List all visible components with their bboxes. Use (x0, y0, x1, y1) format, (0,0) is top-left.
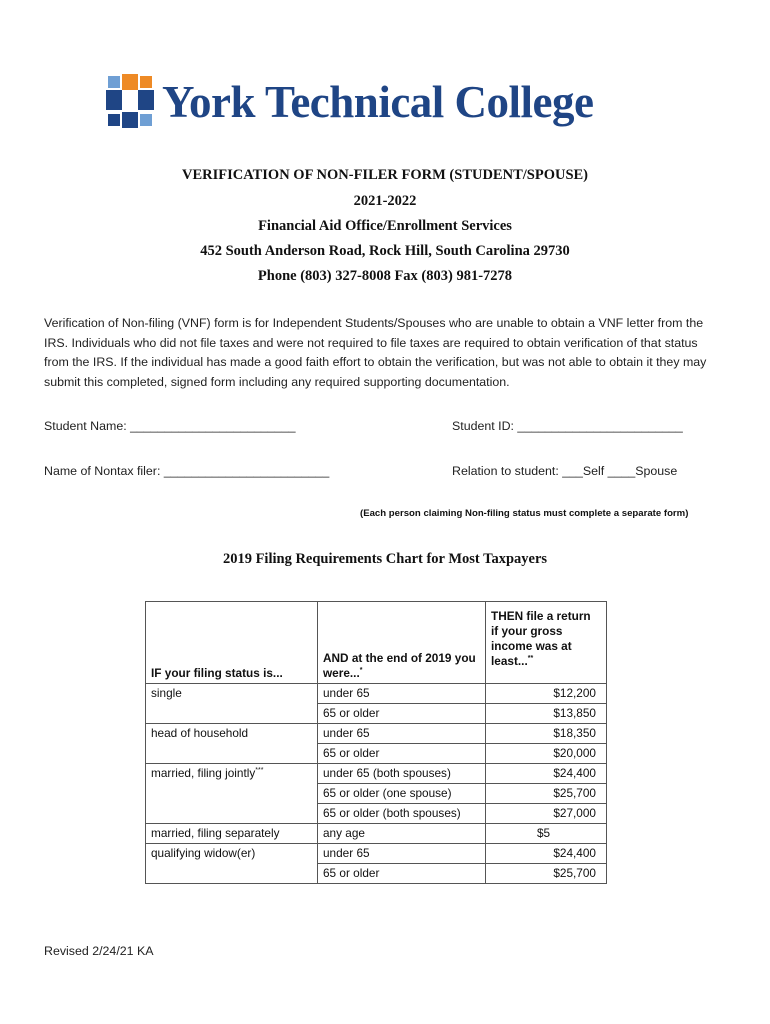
intro-paragraph: Verification of Non-filing (VNF) form is for Independent Students/Spouses who are unable to obtain a VNF letter from the IRS. Individuals who did not file taxes and were not required to file taxes are required to obtain verification of that status from the IRS. If the individual has made a good faith effort to obtain the verification, but was not able to obtain it they may submit this completed, signed form including any required supporting documentation. (44, 316, 707, 389)
header-filing-status (146, 602, 318, 684)
office-address: 452 South Anderson Road, Rock Hill, South Carolina 29730 (200, 243, 570, 259)
header-age-line1: AND at the end of 2019 you (323, 651, 476, 665)
table-row (146, 684, 607, 704)
status-cell (146, 804, 318, 824)
status-cell: head of household (146, 724, 318, 744)
status-cell (146, 764, 318, 784)
header-filing-status-text: IF your filing status is... (151, 666, 283, 680)
status-cell: married, filing separately (146, 824, 318, 844)
table-row (146, 724, 607, 744)
income-cell: $25,700 (486, 784, 607, 804)
york-logo-icon (104, 72, 156, 132)
age-cell: 65 or older (one spouse) (318, 784, 486, 804)
header-income-line2: if your gross (491, 624, 563, 638)
header-income-line3: income was at (491, 639, 572, 653)
table-row (146, 744, 607, 764)
separate-form-note: (Each person claiming Non-filing status must complete a separate form) (360, 508, 689, 519)
status-cell (146, 744, 318, 764)
logo-wordmark: York Technical College (162, 77, 594, 127)
status-cell (146, 704, 318, 724)
income-cell: $24,400 (486, 764, 607, 784)
age-cell: under 65 (318, 844, 486, 864)
income-cell: $20,000 (486, 744, 607, 764)
chart-title: 2019 Filing Requirements Chart for Most Taxpayers (222, 551, 548, 567)
income-cell: $12,200 (486, 684, 607, 704)
income-cell: $5 (486, 824, 607, 844)
header-age-sup: * (359, 667, 363, 675)
table-header-row (146, 602, 607, 684)
table-row (146, 764, 607, 784)
form-year: 2021-2022 (353, 193, 417, 209)
status-cell: qualifying widow(er) (146, 844, 318, 864)
table-row (146, 864, 607, 884)
income-cell: $24,400 (486, 844, 607, 864)
status-text: married, filing jointly (151, 766, 256, 780)
college-logo (104, 70, 664, 136)
age-cell: 65 or older (318, 744, 486, 764)
income-cell: $13,850 (486, 704, 607, 724)
relation-field[interactable]: Relation to student: ___Self ____Spouse (452, 464, 678, 478)
income-cell: $18,350 (486, 724, 607, 744)
status-sup: *** (255, 767, 264, 775)
office-phone: Phone (803) 327-8008 Fax (803) 981-7278 (257, 268, 513, 284)
office-name: Financial Aid Office/Enrollment Services (258, 218, 512, 234)
header-income-line4: least... (491, 654, 528, 668)
header-age-line2-wrap (323, 666, 480, 681)
table-row (146, 704, 607, 724)
student-id-field[interactable]: Student ID: ________________________ (452, 419, 683, 433)
age-cell: under 65 (318, 724, 486, 744)
income-cell: $25,700 (486, 864, 607, 884)
table-row (146, 784, 607, 804)
header-income-line4-wrap (491, 654, 601, 669)
header-income (486, 602, 607, 684)
header-income-line1: THEN file a return (491, 609, 591, 623)
status-cell (146, 784, 318, 804)
income-cell: $27,000 (486, 804, 607, 824)
revision-note: Revised 2/24/21 KA (44, 944, 154, 958)
form-title: VERIFICATION OF NON-FILER FORM (STUDENT/SPOUSE) (181, 167, 589, 183)
status-cell (146, 864, 318, 884)
table-row (146, 844, 607, 864)
header-income-sup: ** (527, 655, 534, 663)
student-name-field[interactable]: Student Name: ________________________ (44, 419, 296, 433)
age-cell: 65 or older (318, 864, 486, 884)
age-cell: any age (318, 824, 486, 844)
table-row (146, 824, 607, 844)
filing-requirements-table (145, 601, 607, 884)
header-age-line2: were... (323, 666, 360, 680)
age-cell: under 65 (both spouses) (318, 764, 486, 784)
age-cell: under 65 (318, 684, 486, 704)
header-age (318, 602, 486, 684)
age-cell: 65 or older (318, 704, 486, 724)
status-cell: single (146, 684, 318, 704)
nontax-filer-field[interactable]: Name of Nontax filer: ________________________ (44, 464, 330, 478)
table-row (146, 804, 607, 824)
age-cell: 65 or older (both spouses) (318, 804, 486, 824)
